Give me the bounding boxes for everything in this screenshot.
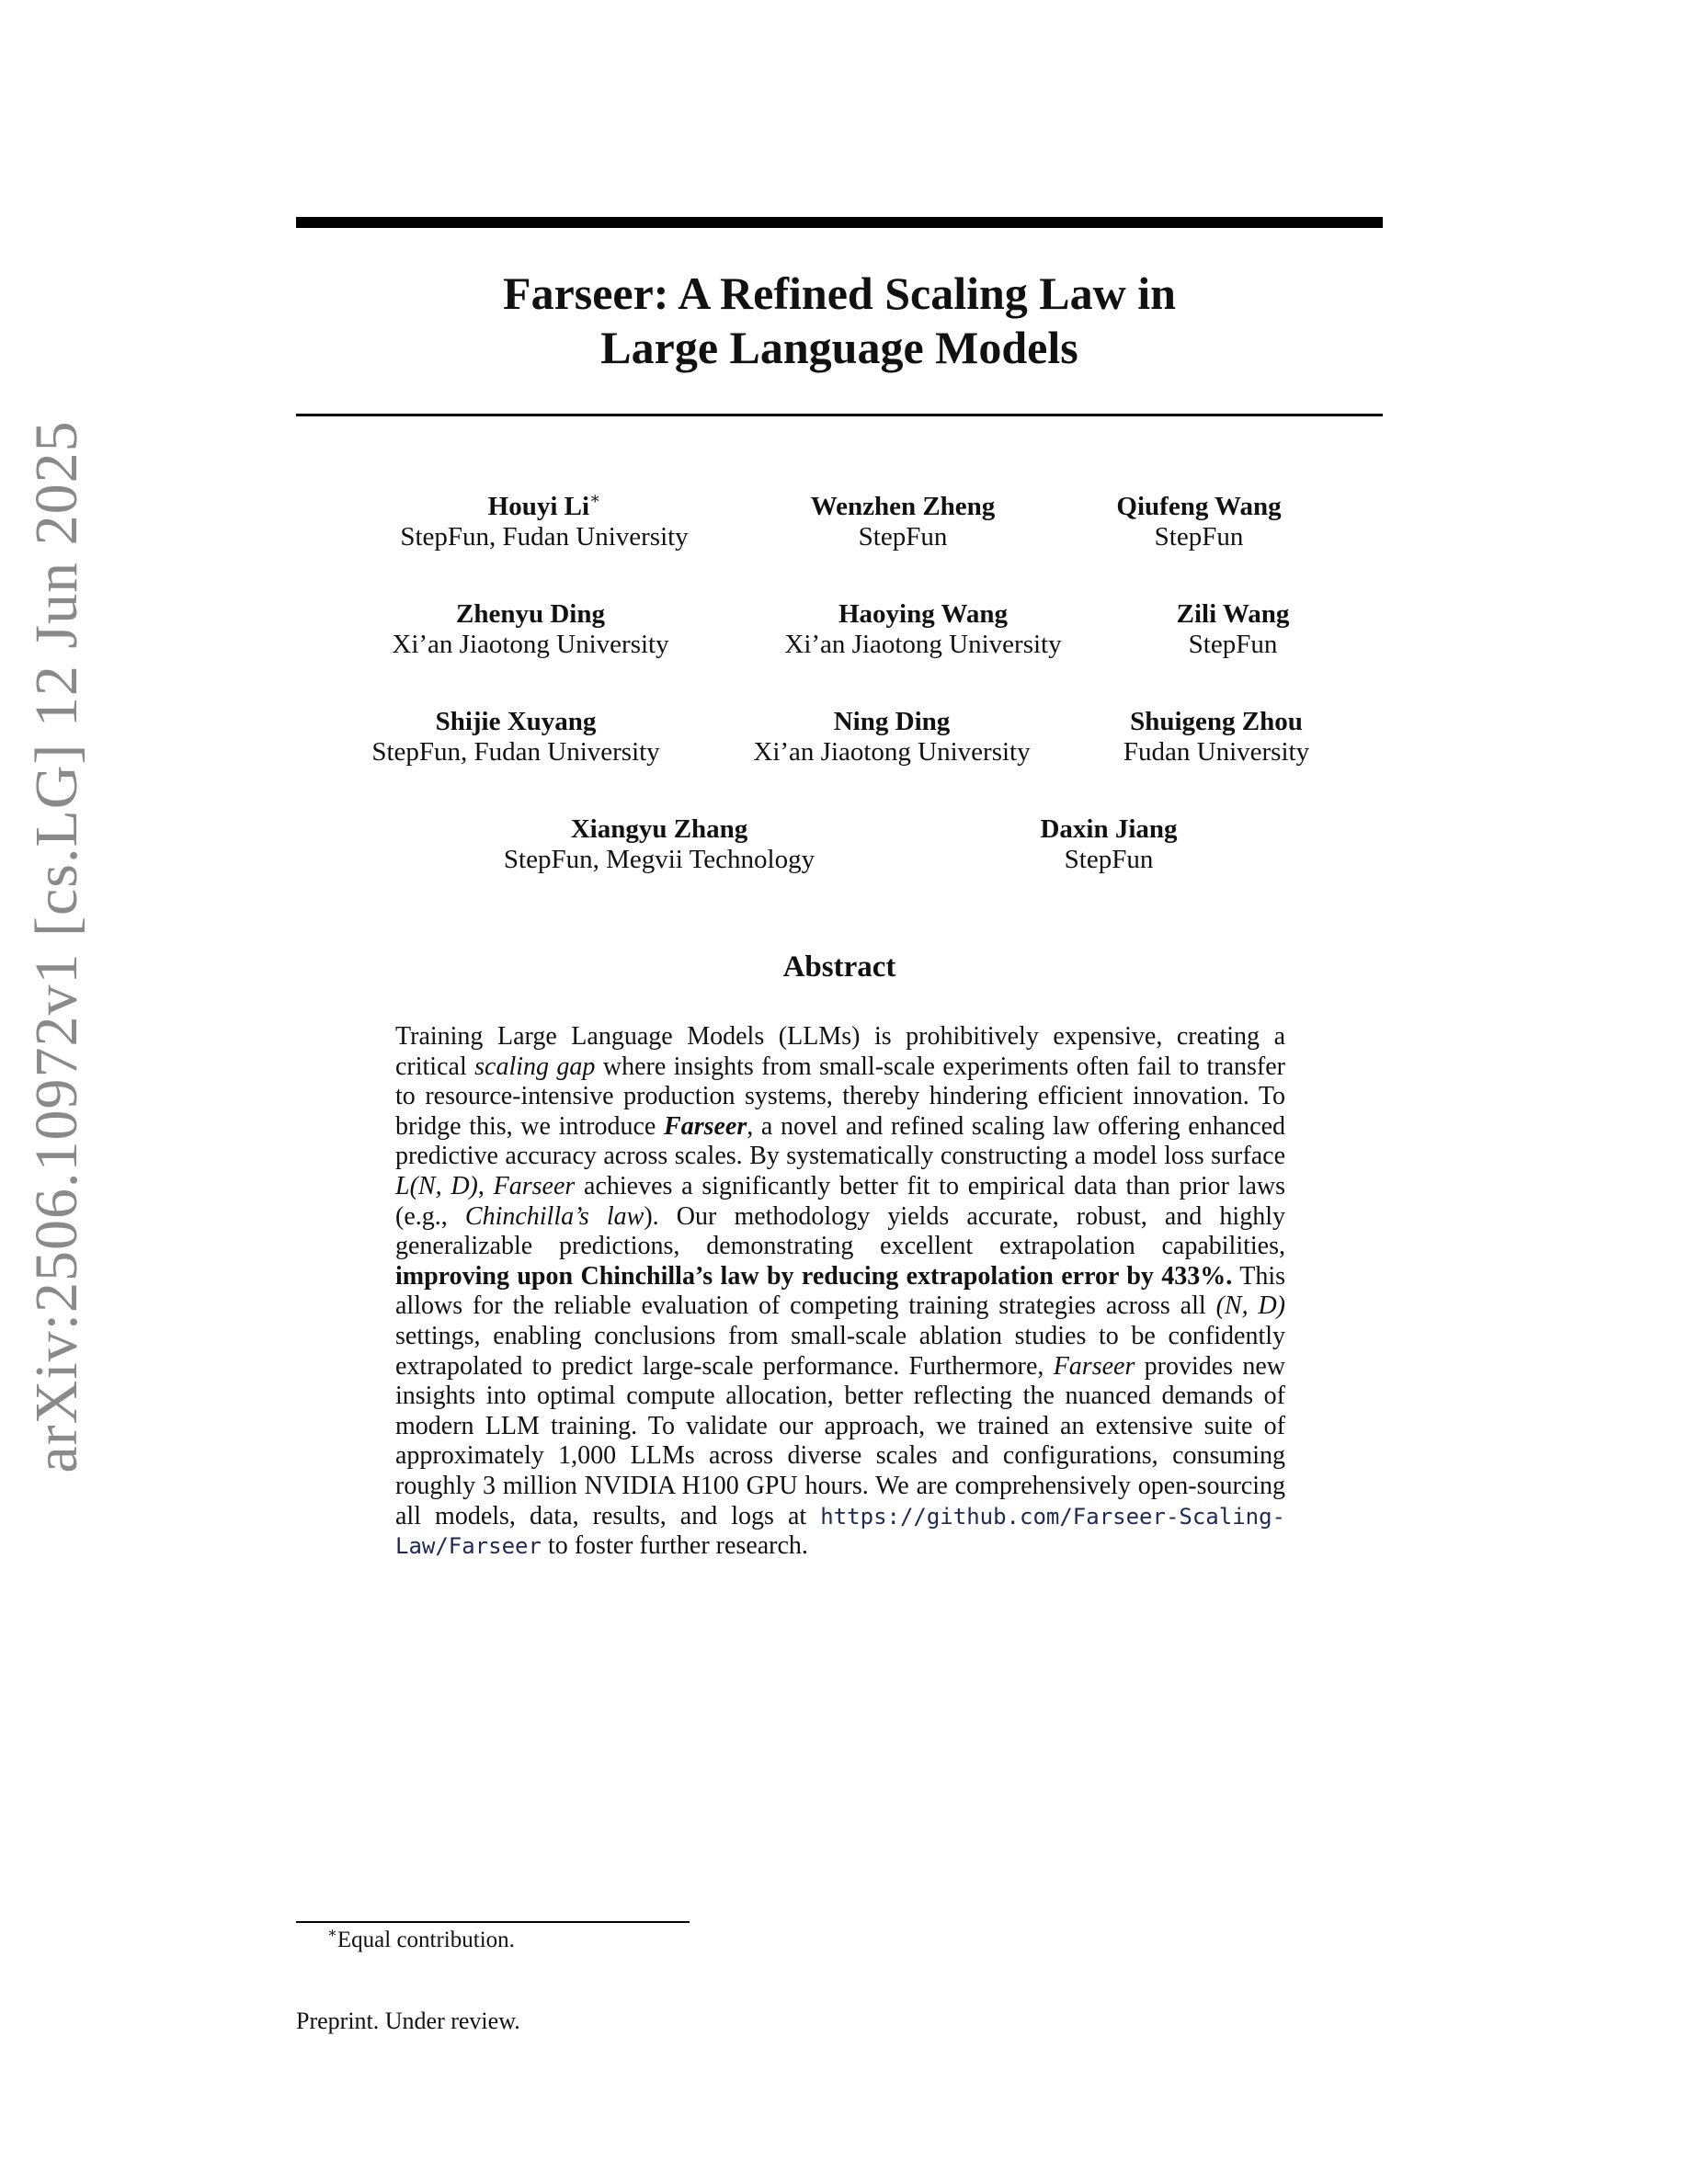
abstract-emphasis: Farseer [1053,1351,1135,1381]
author-name: Zhenyu Ding [456,599,605,629]
author-name: Haoying Wang [838,599,1008,629]
author-name: Houyi Li [487,492,590,521]
title-line-2: Large Language Models [600,322,1078,373]
abstract-highlight: improving upon Chinchilla’s law by reducing extrapolation error by 433%. [395,1261,1233,1291]
abstract-emphasis: Farseer [493,1171,576,1200]
author-name: Xiangyu Zhang [570,814,748,844]
author-affiliation: StepFun, Megvii Technology [503,845,815,874]
abstract-text: provides new insights into optimal compute allocation, better reflecting the nuanced demands of modern LLM training. To validate our approach, we trained an extensive suite of approximately 1,000 LLMs across diverse scales and configurations, consuming roughly 3 million NVIDIA H100 GPU hours. We are comprehensively open-sourcing all models, data, results, and logs at [395,1351,1285,1530]
abstract-text: , a novel and refined scaling law offering enhanced predictive accuracy across scales. By systematically constructing a model loss surface [395,1111,1285,1171]
author-affiliation: StepFun [1188,630,1278,659]
author-name: Daxin Jiang [1040,814,1178,844]
author-block [1123,707,1309,768]
abstract-text: Training Large Language Models (LLMs) is prohibitively expensive, creating a critical [395,1022,1285,1081]
author-block [1040,814,1177,875]
author-block [392,599,668,660]
author-block [504,814,815,875]
author-name: Qiufeng Wang [1116,492,1282,521]
abstract-math: L(N, D) [395,1171,478,1200]
author-block [1116,492,1281,552]
abstract-heading: Abstract [782,950,896,984]
footnote-mark: ∗ [327,1926,337,1941]
abstract-text: ). Our methodology yields accurate, robust, and highly generalizable predictions, demonstrating excellent extrapolation capabilities, [395,1201,1285,1261]
title-bottom-rule [296,414,1383,416]
abstract-method-name: Farseer [664,1111,747,1141]
arxiv-identifier: arXiv:2506.10972v1 [cs.LG] 12 Jun 2025 [23,420,90,1473]
author-affiliation: Xi’an Jiaotong University [753,737,1031,767]
github-link[interactable]: https://github.com/Farseer-Scaling-Law/Farseer [395,1503,1285,1560]
footnote-rule [296,1921,690,1923]
author-block [811,492,996,552]
title-top-rule [296,217,1383,228]
author-affiliation: StepFun, Fudan University [371,737,660,767]
abstract-text: to foster further research. [541,1531,808,1561]
author-name: Wenzhen Zheng [810,492,996,521]
author-block [784,599,1061,660]
author-block [371,707,659,768]
equal-contribution-mark: ∗ [589,489,601,507]
author-affiliation: StepFun, Fudan University [400,522,689,552]
author-name: Shuigeng Zhou [1130,707,1303,736]
abstract-emphasis: Chinchilla’s law [464,1201,644,1231]
abstract-body [395,1022,1285,1562]
preprint-note: Preprint. Under review. [296,2008,520,2034]
abstract-text: achieves a significantly better fit to empirical data than prior laws (e.g., [395,1171,1285,1231]
abstract-text: settings, enabling conclusions from small-scale ablation studies to be confidently extrapolated to predict large-scale performance. Furthermore, [395,1321,1285,1381]
author-block [753,707,1030,768]
abstract-emphasis: scaling gap [474,1052,596,1081]
footnote [327,1928,515,1953]
author-affiliation: StepFun [1154,522,1244,552]
title-line-1: Farseer: A Refined Scaling Law in [503,267,1176,319]
abstract-math: (N, D) [1215,1291,1285,1321]
author-affiliation: Xi’an Jiaotong University [392,630,669,659]
author-affiliation: StepFun [1064,845,1154,874]
author-block [1177,599,1290,660]
author-affiliation: StepFun [858,522,948,552]
author-affiliation: Fudan University [1123,737,1310,767]
abstract-text: where insights from small-scale experiments often fail to transfer to resource-intensive production systems, thereby hindering efficient innovation. To bridge this, we introduce [395,1052,1285,1141]
author-name: Shijie Xuyang [435,707,597,736]
paper-title [296,267,1383,375]
author-name: Ning Ding [833,707,951,736]
author-name: Zili Wang [1176,599,1290,629]
abstract-text: , [477,1171,494,1200]
abstract-text: This allows for the reliable evaluation of competing training strategies across all [395,1261,1285,1321]
author-block [400,489,689,552]
footnote-text: Equal contribution. [336,1928,515,1952]
author-affiliation: Xi’an Jiaotong University [784,630,1062,659]
